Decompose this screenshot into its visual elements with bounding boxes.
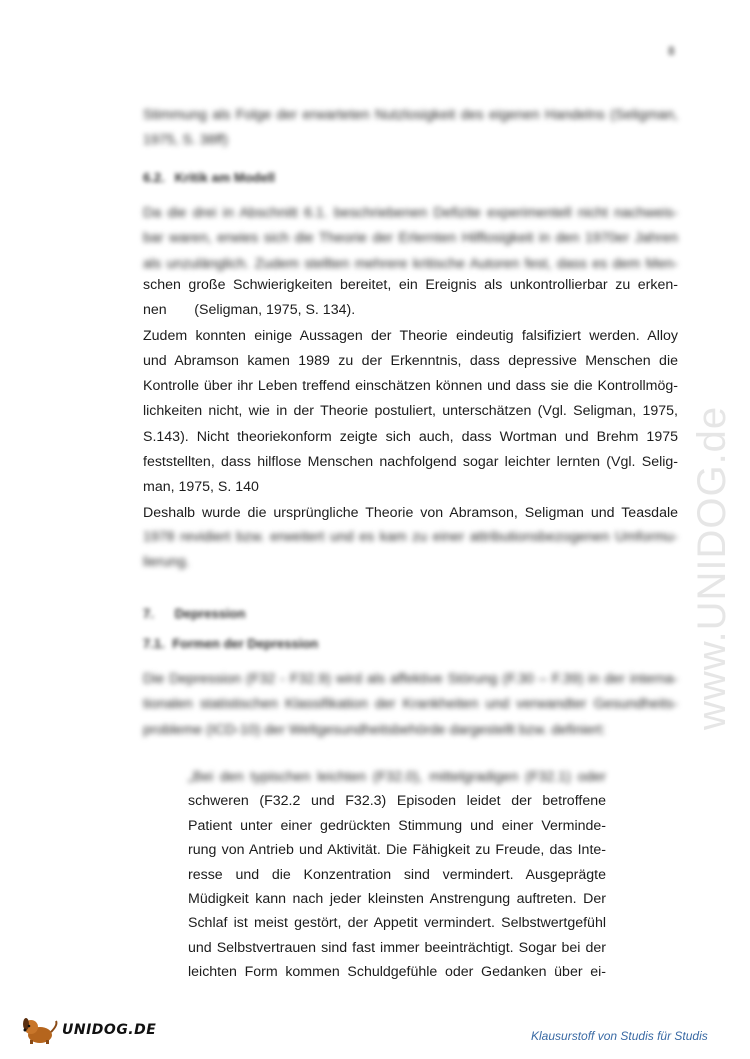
paragraph-critique (143, 273, 678, 526)
paragraph-critique-blurred (143, 201, 678, 277)
text-line: nen (Seligman, 1975, S. 134). (143, 302, 356, 319)
watermark: www.UNIDOG.de (690, 405, 734, 730)
text-line: lichkeiten nicht, wie in der Theorie postuliert, unterschätzen (Vgl. Seligman, 1975, (143, 403, 678, 420)
text-line: tionalen statistischen Klassifikation der Krankheiten und verwandter Gesundheits- (143, 696, 678, 713)
section-heading-7-1 (143, 636, 318, 651)
paragraph-depression (143, 667, 678, 743)
section-title: Formen der Depression (172, 636, 319, 651)
text-line: Deshalb wurde die ursprüngliche Theorie von Abramson, Seligman und Teasdale (143, 504, 678, 521)
page-number: 8 (668, 44, 675, 58)
section-heading-6-2 (143, 170, 275, 185)
section-heading-7 (143, 606, 245, 621)
section-number: 7.1. (143, 636, 165, 651)
paragraph-continuation (143, 103, 678, 154)
text-line: probleme (ICD-10) der Weltgesundheitsbehörde dargestellt bzw. definiert: (143, 721, 606, 738)
text-line: Schlaf ist meist gestört, der Appetit vermindert. Selbstwertgefühl (188, 915, 606, 932)
text-line: Die Depression (F32 - F32.9) wird als affektive Störung (F.30 – F.39) in der interna- (143, 671, 678, 687)
footer-logo (20, 1015, 156, 1045)
text-line: schweren (F32.2 und F32.3) Episoden leidet der betroffene (188, 793, 606, 810)
text-line: lierung. (143, 554, 190, 571)
text-line: rung von Antrieb und Aktivität. Die Fähigkeit zu Freude, das Inte- (188, 842, 606, 859)
text-line: man, 1975, S. 140 (143, 479, 259, 496)
text-line: schen große Schwierigkeiten bereitet, ein Ereignis als unkontrollierbar zu erken- (143, 277, 678, 293)
text-line: 1978 revidiert bzw. erweitert und es kam zu einer attributionsbezogenen Umformu- (143, 529, 678, 545)
text-line: S.143). Nicht theoriekonform zeigte sich auch, dass Wortman und Brehm 1975 (143, 428, 678, 445)
text-line: Kontrolle über ihr Leben treffend einschätzen können und dass sie die Kontrollmög- (143, 378, 678, 395)
text-line: 1975, S. 38ff) (143, 132, 228, 149)
text-line: Da die drei in Abschnitt 6.1. beschriebenen Defizite experimentell nicht nachweis- (143, 205, 678, 221)
text-line: Müdigkeit kann nach jeder kleinsten Anstrengung auftreten. Der (188, 891, 606, 908)
text-line: leichten Form kommen Schuldgefühle oder Gedanken über ei- (188, 964, 606, 981)
text-line: und Selbstvertrauen sind fast immer beeinträchtigt. Sogar bei der (188, 939, 606, 956)
text-line: Stimmung als Folge der erwarteten Nutzlosigkeit des eigenen Handelns (Seligman, (143, 107, 678, 123)
footer-tagline: Klausurstoff von Studis für Studis (531, 1029, 708, 1043)
text-line: „Bei den typischen leichten (F32.0), mittelgradigen (F32.1) oder (188, 769, 606, 785)
logo-text: UNIDOG.DE (62, 1022, 157, 1038)
paragraph-critique-tail (143, 525, 678, 576)
text-line: resse und die Konzentration sind vermindert. Ausgeprägte (188, 866, 606, 883)
section-number: 7. (143, 606, 154, 621)
text-line: Zudem konnten einige Aussagen der Theorie eindeutig falsifiziert werden. Alloy (143, 327, 678, 344)
text-line: feststellten, dass hilflose Menschen nachfolgend sogar leichter lernten (Vgl. Selig- (143, 454, 678, 471)
section-title: Kritik am Modell (174, 170, 276, 185)
text-line: bar waren, erwies sich die Theorie der Erlernten Hilflosigkeit in den 1970er Jahren (143, 230, 678, 247)
text-line: und Abramson kamen 1989 zu der Erkenntnis, dass depressive Menschen die (143, 352, 678, 369)
block-quote (188, 765, 606, 985)
section-title: Depression (174, 606, 246, 621)
text-line: als unzulänglich. Zudem stellten mehrere kritische Autoren fest, dass es dem Men- (143, 255, 678, 272)
text-line: Patient unter einer gedrückten Stimmung und einer Verminde- (188, 817, 606, 834)
section-number: 6.2. (143, 170, 165, 185)
dog-logo-icon (20, 1015, 60, 1045)
